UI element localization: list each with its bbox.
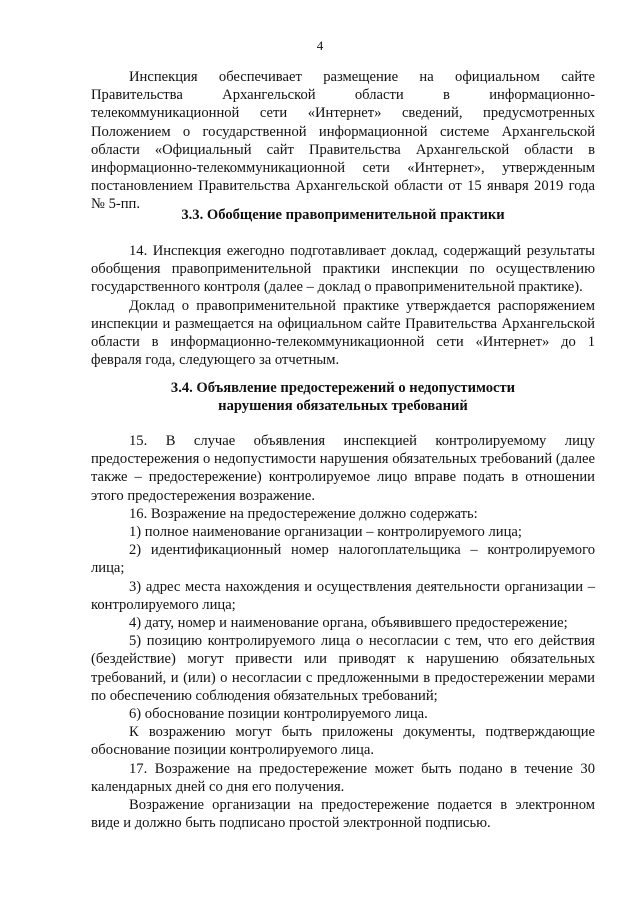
paragraph: 15. В случае объявления инспекцией контролируемому лицу предостережения о недопустимости нарушения обязательных требований (далее также – предостережение) контролируемое лицо вправе подать в отношении этого предостережения возражение. xyxy=(91,433,595,504)
list-item: 2) идентификационный номер налогоплательщика – контролируемого лица; xyxy=(91,542,595,577)
paragraph: Возражение организации на предостережение подается в электронном виде и должно быть подписано простой электронной подписью. xyxy=(91,797,595,832)
section-title-line: нарушения обязательных требований xyxy=(218,398,468,415)
section-3-4-body xyxy=(91,432,595,832)
paragraph: 16. Возражение на предостережение должно содержать: xyxy=(129,505,478,522)
list-item: 4) дату, номер и наименование органа, объявившего предостережение; xyxy=(129,615,568,632)
paragraph: 14. Инспекция ежегодно подготавливает доклад, содержащий результаты обобщения правоприменительной практики инспекции по осуществлению государственного контроля (далее – доклад о правоприменительной практике). xyxy=(91,243,595,296)
section-title-line: 3.4. Объявление предостережений о недопустимости xyxy=(170,380,516,396)
section-heading-3-3 xyxy=(91,206,595,224)
intro-block xyxy=(91,68,595,214)
section-3-3-body xyxy=(91,242,595,369)
list-item: 3) адрес места нахождения и осуществления деятельности организации – контролируемого лица; xyxy=(91,578,595,613)
section-heading-3-4 xyxy=(91,379,595,415)
section-title: 3.3. Обобщение правоприменительной практики xyxy=(181,207,505,223)
list-item: 5) позицию контролируемого лица о несогласии с тем, что его действия (бездействие) могут привести или приводят к нарушению обязательных требований, и (или) о несогласии с предложенными в предостережении мерами по обеспечению соблюдения обязательных требований; xyxy=(91,633,595,704)
paragraph: 17. Возражение на предостережение может быть подано в течение 30 календарных дней со дня его получения. xyxy=(91,760,595,795)
paragraph: Инспекция обеспечивает размещение на официальном сайте Правительства Архангельской области в информационно-телекоммуникационной сети «Интернет» сведений, предусмотренных Положением о государственной информационной системе Архангельской области «Официальный сайт Правительства Архангельской области в информационно-телекоммуникационной сети «Интернет», утвержденным постановлением Правительства Архангельской области от 15 января 2019 года № 5-пп. xyxy=(91,69,595,213)
paragraph: К возражению могут быть приложены документы, подтверждающие обоснование позиции контролируемого лица. xyxy=(91,724,595,759)
paragraph: Доклад о правоприменительной практике утверждается распоряжением инспекции и размещается на официальном сайте Правительства Архангельской области в информационно-телекоммуникационной сети «Интернет» до 1 февраля года, следующего за отчетным. xyxy=(91,297,595,369)
page-number: 4 xyxy=(316,38,324,53)
list-item: 1) полное наименование организации – контролируемого лица; xyxy=(129,524,522,541)
list-item: 6) обоснование позиции контролируемого лица. xyxy=(129,706,428,723)
